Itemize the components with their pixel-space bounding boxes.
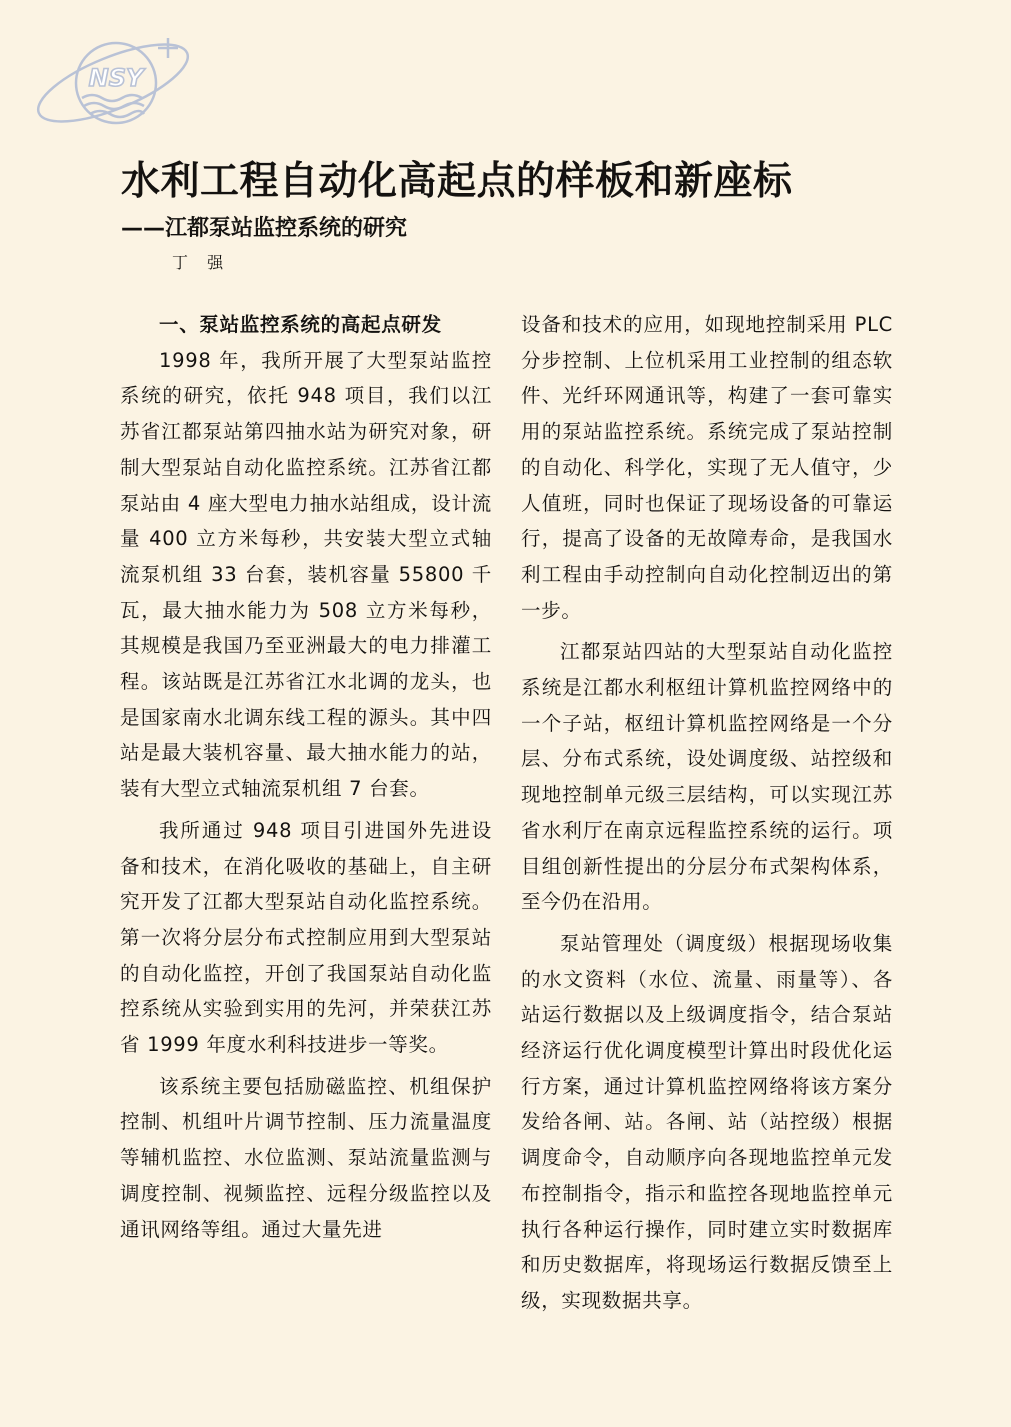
- section-heading: 一、泵站监控系统的高起点研发: [159, 313, 442, 336]
- nsy-logo: [28, 28, 198, 138]
- article-title: 水利工程自动化高起点的样板和新座标: [121, 159, 793, 204]
- paragraph: 江都泵站四站的大型泵站自动化监控系统是江都水利枢纽计算机监控网络中的一个子站，枢纽计算机监控网络是一个分层、分布式系统，设处调度级、站控级和现地控制单元级三层结构，可以实现江苏省水利厅在南京远程监控系统的运行。项目组创新性提出的分层分布式架构体系，至今仍在沿用。: [521, 640, 893, 914]
- nsy-globe-logo-icon: [28, 28, 198, 138]
- paragraph: 1998 年，我所开展了大型泵站监控系统的研究，依托 948 项目，我们以江苏省江都泵站第四抽水站为研究对象，研制大型泵站自动化监控系统。江苏省江都泵站由 4 座大型电力抽水站组成，设计流量 400 立方米每秒，共安装大型立式轴流泵机组 33 台套，装机容量 55800 千瓦，最大抽水能力为 508 立方米每秒，其规模是我国乃至亚洲最大的电力排灌工程。该站既是江苏省江水北调的龙头，也是国家南水北调东线工程的源头。其中四站是最大装机容量、最大抽水能力的站，装有大型立式轴流泵机组 7 台套。: [120, 348, 492, 801]
- paragraph: 该系统主要包括励磁监控、机组保护控制、机组叶片调节控制、压力流量温度等辅机监控、水位监测、泵站流量监测与调度控制、视频监控、远程分级监控以及通讯网络等组。通过大量先进: [120, 1074, 492, 1241]
- paragraph: 我所通过 948 项目引进国外先进设备和技术，在消化吸收的基础上，自主研究开发了江都大型泵站自动化监控系统。第一次将分层分布式控制应用到大型泵站的自动化监控，开创了我国泵站自动化监控系统从实验到实用的先河，并荣获江苏省 1999 年度水利科技进步一等奖。: [120, 818, 492, 1057]
- article-author: 丁 强: [172, 253, 231, 272]
- article-subtitle: ——江都泵站监控系统的研究: [121, 216, 408, 241]
- right-column: [521, 307, 893, 1325]
- paragraph: 泵站管理处（调度级）根据现场收集的水文资料（水位、流量、雨量等）、各站运行数据以及上级调度指令，结合泵站经济运行优化调度模型计算出时段优化运行方案，通过计算机监控网络将该方案分发给各闸、站。各闸、站（站控级）根据调度命令，自动顺序向各现地监控单元发布控制指令，指示和监控各现地监控单元执行各种运行操作，同时建立实时数据库和历史数据库，将现场运行数据反馈至上级，实现数据共享。: [521, 931, 893, 1312]
- paragraph-continuation: 设备和技术的应用，如现地控制采用 PLC 分步控制、上位机采用工业控制的组态软件、光纤环网通讯等，构建了一套可靠实用的泵站监控系统。系统完成了泵站控制的自动化、科学化，实现了无人值守，少人值班，同时也保证了现场设备的可靠运行，提高了设备的无故障寿命，是我国水利工程由手动控制向自动化控制迈出的第一步。: [521, 313, 893, 622]
- logo-text: NSY: [88, 64, 144, 92]
- left-column: [120, 307, 492, 1253]
